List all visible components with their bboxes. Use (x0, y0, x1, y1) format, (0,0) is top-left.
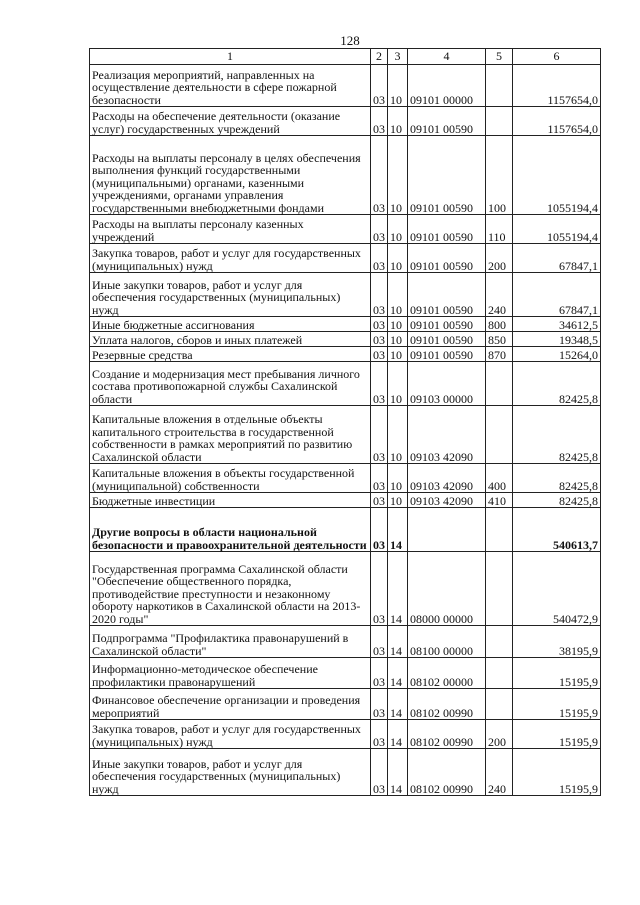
row-name-cell: Резервные средства (90, 347, 371, 362)
row-article-cell: 08000 00000 (408, 552, 486, 626)
row-section-cell: 03 (371, 362, 388, 406)
row-section-cell: 03 (371, 720, 388, 749)
row-section-cell: 03 (371, 689, 388, 720)
row-name-cell: Капитальные вложения в объекты государственной (муниципальной) собственности (90, 464, 371, 493)
table-row (90, 493, 601, 508)
row-article-cell: 08102 00990 (408, 749, 486, 796)
row-amount-cell: 82425,8 (513, 493, 601, 508)
row-expense-type-cell: 240 (486, 273, 513, 317)
row-amount-cell: 1055194,4 (513, 215, 601, 244)
table-row (90, 749, 601, 796)
row-subsection-cell: 10 (388, 493, 408, 508)
table-row (90, 107, 601, 136)
row-expense-type-cell (486, 689, 513, 720)
row-name-cell: Расходы на обеспечение деятельности (оказание услуг) государственных учреждений (90, 107, 371, 136)
row-article-cell: 08102 00000 (408, 658, 486, 689)
row-subsection-cell: 10 (388, 362, 408, 406)
table-row (90, 317, 601, 332)
row-subsection-cell: 10 (388, 107, 408, 136)
row-section-cell: 03 (371, 136, 388, 215)
row-amount-cell: 15195,9 (513, 749, 601, 796)
row-expense-type-cell: 100 (486, 136, 513, 215)
row-name-cell: Иные бюджетные ассигнования (90, 317, 371, 332)
table-row (90, 273, 601, 317)
row-section-cell: 03 (371, 493, 388, 508)
row-section-cell: 03 (371, 552, 388, 626)
row-expense-type-cell: 410 (486, 493, 513, 508)
row-expense-type-cell (486, 107, 513, 136)
header-cell: 3 (388, 49, 408, 65)
row-subsection-cell: 10 (388, 273, 408, 317)
table-row (90, 215, 601, 244)
row-amount-cell: 34612,5 (513, 317, 601, 332)
row-expense-type-cell (486, 65, 513, 107)
table-row (90, 689, 601, 720)
row-article-cell: 09103 42090 (408, 493, 486, 508)
table-row (90, 347, 601, 362)
row-subsection-cell: 14 (388, 658, 408, 689)
row-expense-type-cell: 200 (486, 720, 513, 749)
row-article-cell: 09101 00590 (408, 347, 486, 362)
row-name-cell: Реализация мероприятий, направленных на осуществление деятельности в сфере пожарной безопасности (90, 65, 371, 107)
header-cell: 4 (408, 49, 486, 65)
row-name-cell: Закупка товаров, работ и услуг для государственных (муниципальных) нужд (90, 244, 371, 273)
table-row (90, 244, 601, 273)
row-expense-type-cell (486, 406, 513, 464)
row-section-cell: 03 (371, 464, 388, 493)
row-expense-type-cell: 200 (486, 244, 513, 273)
row-subsection-cell: 10 (388, 332, 408, 347)
row-expense-type-cell: 870 (486, 347, 513, 362)
row-article-cell: 09101 00590 (408, 244, 486, 273)
row-subsection-cell: 14 (388, 749, 408, 796)
row-amount-cell: 67847,1 (513, 273, 601, 317)
row-amount-cell: 15264,0 (513, 347, 601, 362)
row-article-cell: 09101 00590 (408, 107, 486, 136)
header-cell: 1 (90, 49, 371, 65)
row-amount-cell: 38195,9 (513, 626, 601, 658)
row-subsection-cell: 14 (388, 720, 408, 749)
row-expense-type-cell (486, 362, 513, 406)
row-section-cell: 03 (371, 406, 388, 464)
page-number: 128 (340, 33, 360, 48)
row-name-cell: Уплата налогов, сборов и иных платежей (90, 332, 371, 347)
row-section-cell: 03 (371, 332, 388, 347)
row-name-cell: Расходы на выплаты персоналу казенных учреждений (90, 215, 371, 244)
table-row (90, 720, 601, 749)
row-expense-type-cell (486, 658, 513, 689)
table-row (90, 362, 601, 406)
row-expense-type-cell (486, 552, 513, 626)
row-expense-type-cell (486, 508, 513, 552)
row-amount-cell: 15195,9 (513, 689, 601, 720)
row-article-cell: 09103 42090 (408, 406, 486, 464)
row-article-cell: 09101 00590 (408, 332, 486, 347)
header-cell: 6 (513, 49, 601, 65)
row-article-cell (408, 508, 486, 552)
row-subsection-cell: 10 (388, 406, 408, 464)
budget-table (89, 48, 601, 796)
row-subsection-cell: 10 (388, 65, 408, 107)
row-subsection-cell: 14 (388, 508, 408, 552)
table-row (90, 626, 601, 658)
row-name-cell: Бюджетные инвестиции (90, 493, 371, 508)
row-amount-cell: 540472,9 (513, 552, 601, 626)
row-name-cell: Иные закупки товаров, работ и услуг для обеспечения государственных (муниципальных) нужд (90, 749, 371, 796)
row-expense-type-cell: 240 (486, 749, 513, 796)
row-expense-type-cell: 850 (486, 332, 513, 347)
row-name-cell: Закупка товаров, работ и услуг для государственных (муниципальных) нужд (90, 720, 371, 749)
row-subsection-cell: 10 (388, 215, 408, 244)
row-article-cell: 08100 00000 (408, 626, 486, 658)
row-article-cell: 09101 00590 (408, 136, 486, 215)
row-subsection-cell: 10 (388, 136, 408, 215)
row-article-cell: 09101 00000 (408, 65, 486, 107)
row-subsection-cell: 10 (388, 464, 408, 493)
row-amount-cell: 1055194,4 (513, 136, 601, 215)
row-subsection-cell: 10 (388, 244, 408, 273)
table-row (90, 658, 601, 689)
row-article-cell: 08102 00990 (408, 689, 486, 720)
row-section-cell: 03 (371, 658, 388, 689)
row-section-cell: 03 (371, 215, 388, 244)
row-section-cell: 03 (371, 65, 388, 107)
row-article-cell: 09103 00000 (408, 362, 486, 406)
header-cell: 2 (371, 49, 388, 65)
row-amount-cell: 82425,8 (513, 406, 601, 464)
row-expense-type-cell (486, 626, 513, 658)
row-amount-cell: 67847,1 (513, 244, 601, 273)
row-name-cell: Создание и модернизация мест пребывания личного состава противопожарной службы Сахалинской области (90, 362, 371, 406)
row-name-cell: Расходы на выплаты персоналу в целях обеспечения выполнения функций государственными (муниципальными) органами, казенными учреждениями, органами управления государственными внебюджетными фондами (90, 136, 371, 215)
row-section-cell: 03 (371, 347, 388, 362)
row-subsection-cell: 10 (388, 347, 408, 362)
row-amount-cell: 15195,9 (513, 658, 601, 689)
header-cell: 5 (486, 49, 513, 65)
row-subsection-cell: 14 (388, 626, 408, 658)
row-section-cell: 03 (371, 273, 388, 317)
row-name-cell: Капитальные вложения в отдельные объекты капитального строительства в государственной собственности в рамках мероприятий по развитию Сахалинской области (90, 406, 371, 464)
row-article-cell: 09101 00590 (408, 215, 486, 244)
row-section-cell: 03 (371, 508, 388, 552)
row-amount-cell: 15195,9 (513, 720, 601, 749)
row-section-cell: 03 (371, 317, 388, 332)
row-section-cell: 03 (371, 244, 388, 273)
row-amount-cell: 82425,8 (513, 464, 601, 493)
row-amount-cell: 82425,8 (513, 362, 601, 406)
row-expense-type-cell: 800 (486, 317, 513, 332)
row-section-cell: 03 (371, 107, 388, 136)
header-row (90, 49, 601, 65)
row-expense-type-cell: 110 (486, 215, 513, 244)
row-name-cell: Другие вопросы в области национальной безопасности и правоохранительной деятельности (90, 508, 371, 552)
row-subsection-cell: 10 (388, 317, 408, 332)
row-name-cell: Иные закупки товаров, работ и услуг для обеспечения государственных (муниципальных) нужд (90, 273, 371, 317)
row-section-cell: 03 (371, 749, 388, 796)
table-row (90, 332, 601, 347)
row-article-cell: 09101 00590 (408, 273, 486, 317)
row-expense-type-cell: 400 (486, 464, 513, 493)
row-article-cell: 08102 00990 (408, 720, 486, 749)
table-row (90, 508, 601, 552)
row-name-cell: Информационно-методическое обеспечение профилактики правонарушений (90, 658, 371, 689)
row-article-cell: 09101 00590 (408, 317, 486, 332)
table-row (90, 464, 601, 493)
row-amount-cell: 19348,5 (513, 332, 601, 347)
row-article-cell: 09103 42090 (408, 464, 486, 493)
row-amount-cell: 1157654,0 (513, 107, 601, 136)
row-subsection-cell: 14 (388, 552, 408, 626)
table-row (90, 136, 601, 215)
row-amount-cell: 540613,7 (513, 508, 601, 552)
row-name-cell: Подпрограмма "Профилактика правонарушений в Сахалинской области" (90, 626, 371, 658)
row-section-cell: 03 (371, 626, 388, 658)
table-row (90, 406, 601, 464)
row-amount-cell: 1157654,0 (513, 65, 601, 107)
row-name-cell: Финансовое обеспечение организации и проведения мероприятий (90, 689, 371, 720)
row-name-cell: Государственная программа Сахалинской области "Обеспечение общественного порядка, противодействие преступности и незаконному обороту наркотиков в Сахалинской области на 2013-2020 годы" (90, 552, 371, 626)
row-subsection-cell: 14 (388, 689, 408, 720)
table-row (90, 65, 601, 107)
table-row (90, 552, 601, 626)
